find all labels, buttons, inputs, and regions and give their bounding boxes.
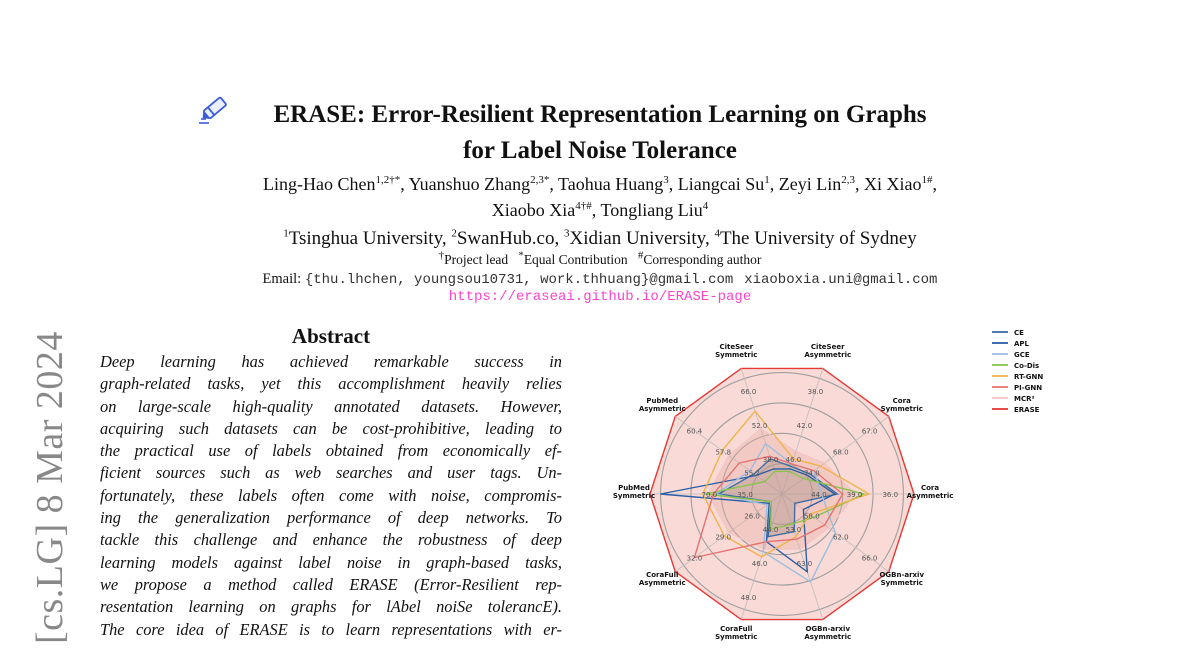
axis-label: Asymmetric bbox=[804, 351, 852, 360]
axis-label: Symmetric bbox=[715, 351, 758, 360]
tick-label: 68.0 bbox=[832, 448, 849, 457]
tick-label: 44.0 bbox=[811, 491, 827, 499]
abstract-line: ficient sources such as web searches and user tags. Un- bbox=[100, 463, 562, 483]
affiliation-sup: 3 bbox=[563, 227, 570, 240]
tick-label: 55.2 bbox=[744, 469, 760, 478]
axis-label: PubMed bbox=[618, 484, 650, 492]
axis-label: CiteSeer bbox=[719, 343, 754, 352]
axis-label: Cora bbox=[920, 484, 940, 492]
affiliation-sup: 1 bbox=[283, 227, 289, 240]
tick-label: 48.0 bbox=[740, 593, 757, 602]
affiliation-name: SwanHub.co bbox=[456, 228, 555, 249]
tick-label: 39.0 bbox=[846, 491, 863, 499]
axis-label: OGBn-arxiv bbox=[879, 570, 925, 579]
author-name: Xiaobo Xia bbox=[491, 200, 576, 220]
affiliation-sup: 4 bbox=[714, 227, 720, 240]
author-name: Taohua Huang bbox=[558, 174, 664, 194]
abstract-line: learning models against label noise in graph-based tasks, bbox=[100, 552, 562, 572]
affiliation-name: Tsinghua University bbox=[288, 228, 442, 249]
author-sup: 2,3* bbox=[530, 174, 550, 186]
author-notes: †Project lead *Equal Contribution #Corresponding author bbox=[438, 249, 762, 267]
axis-label: Asymmetric bbox=[906, 492, 954, 500]
affiliations: $^1$Tsinghua University, $^2$SwanHub.co, $^3$Xidian University, $^4$The University of Sydney bbox=[283, 227, 917, 249]
author-name: Xi Xiao bbox=[863, 174, 922, 194]
email-group[interactable]: {thu.lhchen, youngsou10731, work.thhuang}@gmail.com bbox=[304, 272, 734, 288]
tick-label: 35.0 bbox=[737, 491, 753, 499]
author-name: Tongliang Liu bbox=[600, 200, 703, 220]
axis-label: CoraFull bbox=[646, 570, 679, 579]
abstract-line: Deep learning has achieved remarkable success in bbox=[100, 352, 562, 371]
tick-label: 67.0 bbox=[861, 427, 878, 436]
author-sup: 4 bbox=[702, 200, 709, 212]
abstract-line: we propose a method called ERASE (Error-Resilient rep- bbox=[100, 574, 562, 594]
abstract-body bbox=[100, 351, 562, 641]
tick-label: 52.0 bbox=[751, 421, 768, 430]
email-label: Email: bbox=[262, 271, 302, 287]
author-sup: 2,3 bbox=[841, 174, 855, 186]
author-sup: 3 bbox=[663, 174, 669, 186]
tick-label: 74.0 bbox=[804, 469, 820, 478]
tick-label: 42.0 bbox=[796, 421, 813, 430]
abstract-line: the practical use of labels obtained from economically ef- bbox=[100, 441, 562, 461]
paper-title-line-2: for Label Noise Tolerance bbox=[463, 137, 737, 164]
abstract-line: resentation learning on graphs for lAbel noiSe tolerancE). bbox=[100, 597, 562, 617]
abstract-line: The core idea of ERASE is to learn representations with er- bbox=[100, 619, 562, 639]
author-name: Liangcai Su bbox=[677, 174, 765, 194]
project-page-link[interactable]: https://eraseai.github.io/ERASE-page bbox=[448, 289, 752, 305]
axis-label: Symmetric bbox=[880, 578, 923, 587]
author-sup: 1,2†* bbox=[375, 174, 401, 186]
note-project-lead: Project lead bbox=[444, 252, 509, 267]
email-line bbox=[0, 271, 1200, 288]
affiliation-name: The University of Sydney bbox=[719, 228, 917, 249]
abstract-line: fortunately, these labels often come with noise, compromis- bbox=[100, 485, 562, 505]
legend-label: MCR² bbox=[1014, 395, 1035, 403]
axis-label: Asymmetric bbox=[804, 632, 852, 641]
tick-label: 29.0 bbox=[715, 533, 732, 542]
author-list: Ling-Hao Chen$^{1,2\dagger*}$, Yuanshuo Zhang$^{2,3*}$, Taohua Huang$^3$, Liangcai Su$^1$, Zeyi Lin$^{2,3}$, Xi Xiao$^{1\#}$, bbox=[263, 174, 937, 194]
tick-label: 66.0 bbox=[861, 554, 878, 563]
legend-label: GCE bbox=[1014, 351, 1030, 359]
author-sup: 1 bbox=[764, 174, 770, 186]
abstract-line: ing the generalization performance of deep networks. To bbox=[100, 508, 562, 528]
arxiv-stamp: [cs.LG] 8 Mar 2024 bbox=[29, 331, 71, 644]
tick-label: 58.0 bbox=[804, 512, 820, 521]
radar-chart bbox=[612, 322, 1052, 648]
tick-label: 26.0 bbox=[744, 512, 760, 521]
author-sup: 4†# bbox=[575, 200, 592, 212]
abstract-line: graph-related tasks, yet this accomplishment heavily relies bbox=[100, 374, 562, 394]
note-equal-contribution: Equal Contribution bbox=[523, 252, 628, 267]
tick-label: 46.0 bbox=[785, 455, 802, 464]
abstract-line: tackle this challenge and enhance the robustness of deep bbox=[100, 530, 562, 550]
author-list-continued: Xiaobo Xia$^{4\dagger\#}$, Tongliang Liu$^4$ bbox=[491, 200, 709, 220]
axis-label: OGBn-arxiv bbox=[805, 624, 851, 633]
author-name: Yuanshuo Zhang bbox=[408, 174, 531, 194]
affiliation-name: Xidian University bbox=[569, 228, 705, 249]
abstract-heading: Abstract bbox=[291, 324, 371, 348]
axis-label: Cora bbox=[892, 397, 911, 406]
axis-label: Asymmetric bbox=[638, 405, 686, 414]
author-sup: 1# bbox=[921, 174, 933, 186]
tick-label: 32.0 bbox=[686, 554, 703, 563]
tick-label: 62.0 bbox=[832, 533, 849, 542]
axis-label: PubMed bbox=[646, 397, 679, 406]
axis-label: Symmetric bbox=[880, 405, 923, 414]
tick-label: 70.0 bbox=[701, 491, 718, 499]
paper-title-line-1: ERASE: Error-Resilient Representation Learning on Graphs bbox=[273, 101, 927, 128]
axis-label: CoraFull bbox=[720, 624, 753, 633]
tick-label: 53.0 bbox=[785, 526, 802, 535]
tick-label: 57.8 bbox=[715, 448, 732, 457]
axis-label: Symmetric bbox=[715, 632, 758, 641]
legend-label: CE bbox=[1014, 329, 1024, 337]
abstract-line: acquiring such datasets can be cost-prohibitive, leading to bbox=[100, 418, 562, 438]
tick-label: 66.0 bbox=[740, 388, 757, 397]
axis-label: Asymmetric bbox=[638, 578, 686, 587]
tick-label: 44.0 bbox=[762, 526, 779, 535]
legend-label: Co-Dis bbox=[1014, 362, 1040, 370]
author-name: Ling-Hao Chen bbox=[263, 174, 376, 194]
axis-label: Symmetric bbox=[612, 492, 656, 500]
abstract-line: on large-scale high-quality annotated datasets. However, bbox=[100, 396, 562, 416]
legend-label: RT-GNN bbox=[1014, 373, 1044, 381]
axis-label: CiteSeer bbox=[810, 343, 845, 352]
email-single[interactable]: xiaoboxia.uni@gmail.com bbox=[744, 272, 938, 288]
legend-label: APL bbox=[1014, 340, 1030, 348]
affiliation-sup: 2 bbox=[451, 227, 457, 240]
legend-label: ERASE bbox=[1014, 406, 1040, 414]
note-corresponding: Corresponding author bbox=[643, 252, 762, 267]
tick-label: 36.0 bbox=[882, 491, 899, 499]
tick-label: 60.4 bbox=[686, 427, 703, 436]
tick-label: 38.0 bbox=[762, 455, 779, 464]
author-name: Zeyi Lin bbox=[778, 174, 842, 194]
tick-label: 63.0 bbox=[796, 560, 813, 569]
legend-label: PI-GNN bbox=[1014, 384, 1043, 392]
tick-label: 46.0 bbox=[751, 560, 768, 569]
tick-label: 38.0 bbox=[807, 388, 824, 397]
